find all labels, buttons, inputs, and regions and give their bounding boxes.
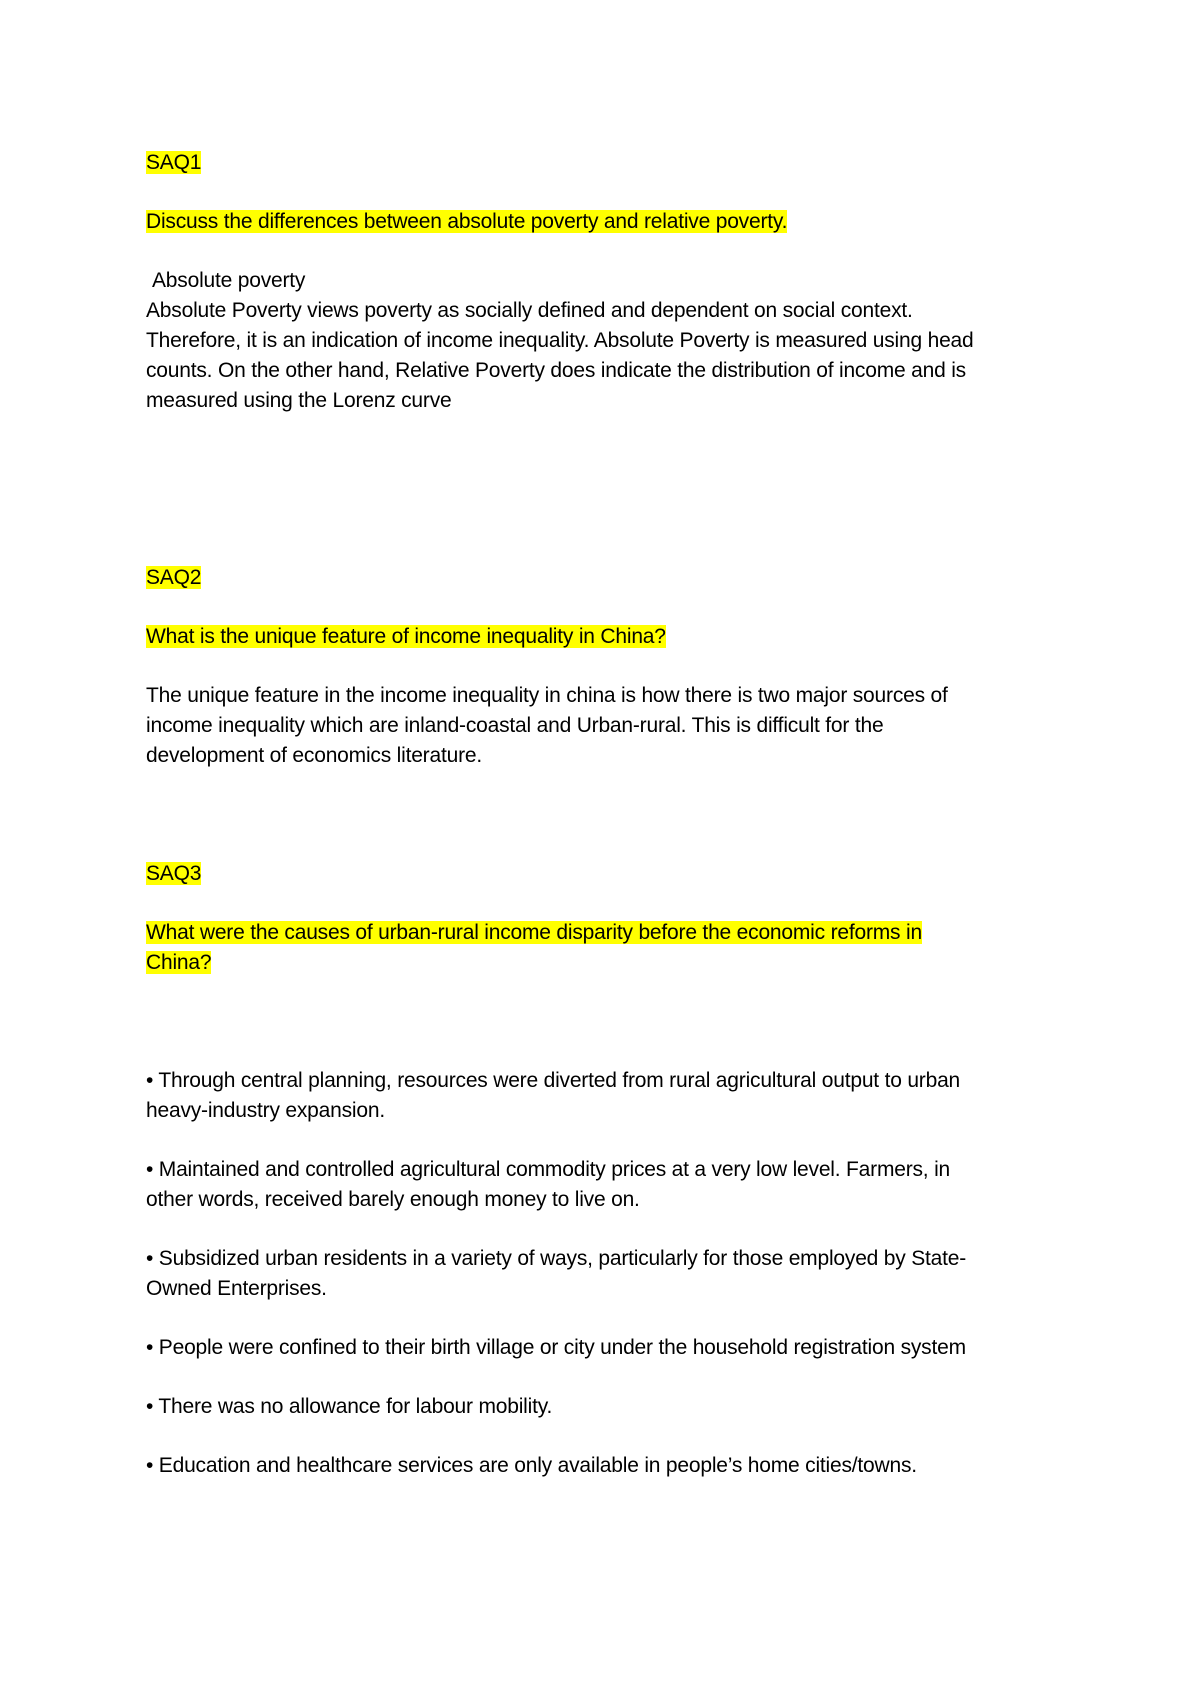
saq3-bullet — [146, 1333, 1076, 1363]
saq1-answer-line: Absolute Poverty views poverty as socially defined and dependent on social context. — [146, 299, 913, 322]
saq2-answer-line: The unique feature in the income inequality in china is how there is two major sources of — [146, 684, 948, 707]
saq2-question — [146, 622, 1076, 652]
saq1-question-text: Discuss the differences between absolute poverty and relative poverty. — [146, 210, 788, 233]
bullet-line: • People were confined to their birth village or city under the household registration system — [146, 1336, 966, 1359]
saq1-answer-line: measured using the Lorenz curve — [146, 389, 452, 412]
saq1-answer-line: Therefore, it is an indication of income inequality. Absolute Poverty is measured using head — [146, 329, 974, 352]
saq2-answer-line: income inequality which are inland-coastal and Urban-rural. This is difficult for the — [146, 714, 884, 737]
saq3-label — [146, 859, 1076, 889]
bullet-line: • Through central planning, resources were diverted from rural agricultural output to urban — [146, 1069, 961, 1092]
saq3-bullet — [146, 1392, 1076, 1422]
saq1-subheading: Absolute poverty — [152, 269, 306, 292]
saq3-label-text: SAQ3 — [146, 862, 202, 885]
saq2-answer-line: development of economics literature. — [146, 744, 482, 767]
saq1-question — [146, 207, 1076, 237]
bullet-line: heavy-industry expansion. — [146, 1099, 385, 1122]
saq3-bullet — [146, 1066, 1076, 1126]
saq3-question-line: China? — [146, 951, 212, 974]
saq3-question — [146, 918, 1076, 978]
saq1-answer-line: counts. On the other hand, Relative Poverty does indicate the distribution of income and is — [146, 359, 966, 382]
saq3-bullet — [146, 1155, 1076, 1215]
saq3-bullet — [146, 1451, 1076, 1481]
bullet-line: • There was no allowance for labour mobility. — [146, 1395, 553, 1418]
bullet-line: other words, received barely enough money to live on. — [146, 1188, 640, 1211]
bullet-line: Owned Enterprises. — [146, 1277, 327, 1300]
bullet-line: • Education and healthcare services are only available in people’s home cities/towns. — [146, 1454, 917, 1477]
bullet-line: • Maintained and controlled agricultural commodity prices at a very low level. Farmers, in — [146, 1158, 951, 1181]
saq2-label — [146, 563, 1076, 593]
saq1-label-text: SAQ1 — [146, 151, 202, 174]
saq3-question-line: What were the causes of urban-rural income disparity before the economic reforms in — [146, 921, 922, 944]
saq1-label — [146, 148, 1076, 178]
bullet-line: • Subsidized urban residents in a variety of ways, particularly for those employed by State- — [146, 1247, 967, 1270]
saq2-label-text: SAQ2 — [146, 566, 202, 589]
saq2-answer — [146, 681, 1076, 771]
saq3-bullet — [146, 1244, 1076, 1304]
saq1-answer — [146, 266, 1076, 416]
saq2-question-text: What is the unique feature of income inequality in China? — [146, 625, 666, 648]
